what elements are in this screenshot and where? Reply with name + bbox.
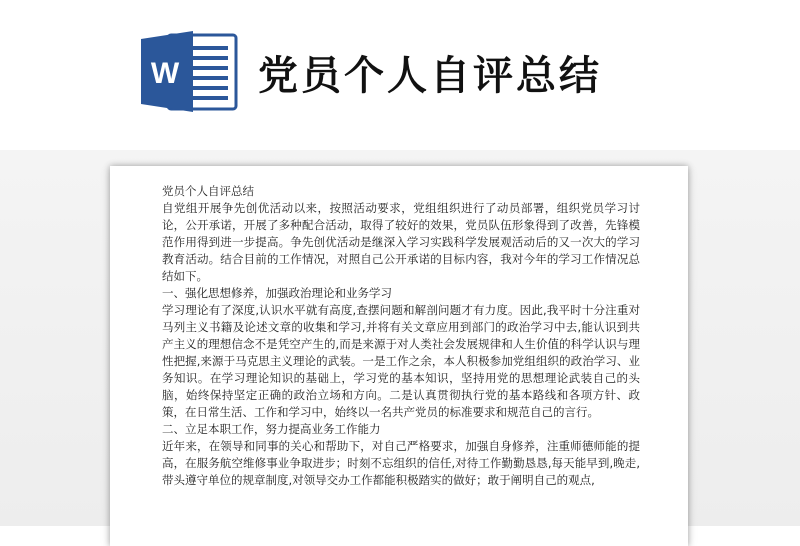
section-heading-1: 一、强化思想修养，加强政治理论和业务学习 [162,286,392,300]
section-paragraph-1: 学习理论有了深度,认识水平就有高度,查摆问题和解剖问题才有力度。因此,我平时十分注重对马列主义书籍及论述文章的收集和学习,并将有关文章应用到部门的政治学习中去,能认识到共产主义的理想信念不是凭空产生的,而是来源于对人类社会发展规律和人生价值的科学认识与理性把握,来源于马克思主义理论的武装。一是工作之余，本人积极参加党组组织的政治学习、业务知识。在学习理论知识的基础上，学习党的基本知识，坚持用党的思想理论武装自己的头脑，始终保持坚定正确的政治立场和方向。二是认真贯彻执行党的基本路线和各项方针、政策，在日常生活、工作和学习中，始终以一名共产党员的标准要求和规范自己的言行。 [162,303,640,419]
section-heading-2: 二、立足本职工作，努力提高业务工作能力 [162,422,381,436]
intro-paragraph: 自党组开展争先创优活动以来，按照活动要求，党组组织进行了动员部署，组织党员学习讨论，公开承诺，开展了多种配合活动，取得了较好的效果，党员队伍形象得到了改善，先锋模范作用得到进一步提高。争先创优活动是继深入学习实践科学发展观活动后的又一次大的学习教育活动。结合目前的工作情况，对照自己公开承诺的目标内容，我对今年的学习工作情况总结如下。 [162,201,640,283]
word-icon-letter: W [150,57,180,90]
banner-title: 党员个人自评总结 [258,53,602,99]
document-title: 党员个人自评总结 [162,184,254,198]
header-banner [0,0,800,150]
section-paragraph-2: 近年来，在领导和同事的关心和帮助下，对自己严格要求，加强自身修养，注重师德师能的提高，在服务航空维修事业争取进步；时刻不忘组织的信任,对待工作勤勤恳恳,每天能早到,晚走,带头遵守单位的规章制度,对领导交办工作都能积极踏实的做好；敢于阐明自己的观点, [162,439,640,487]
word-document-icon [141,31,238,112]
document-content [162,183,640,489]
